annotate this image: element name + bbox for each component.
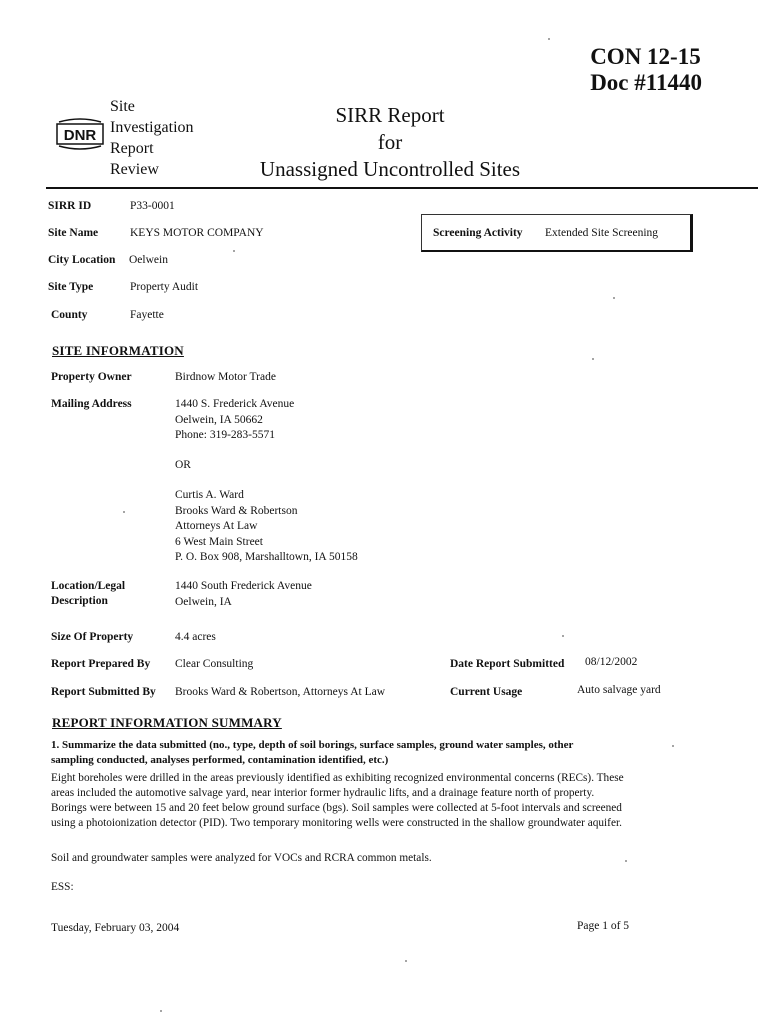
paragraph-line: areas included the automotive salvage yard, near interior former hydraulic lifts, and a drainage feature north of property. — [51, 787, 595, 799]
site-name-label: Site Name — [48, 227, 99, 239]
scan-speck — [672, 745, 674, 747]
site-information-heading: SITE INFORMATION — [52, 343, 184, 358]
address-line: Oelwein, IA 50662 — [175, 413, 263, 426]
location-line: Oelwein, IA — [175, 595, 232, 608]
prepared-by-label: Report Prepared By — [51, 658, 151, 670]
footer-date: Tuesday, February 03, 2004 — [51, 922, 180, 934]
logo-text: DNR — [63, 127, 97, 144]
location-label-line: Description — [51, 595, 108, 607]
address-line: 1440 S. Frederick Avenue — [175, 398, 295, 410]
scan-speck — [123, 511, 125, 513]
report-summary-heading: REPORT INFORMATION SUMMARY — [52, 715, 282, 730]
scan-speck — [548, 38, 550, 40]
paragraph-line: using a photoionization detector (PID). Two temporary monitoring wells were constructed in the shallow groundwater aquifer. — [51, 817, 622, 829]
logo-caption — [110, 96, 194, 180]
property-owner-label: Property Owner — [51, 371, 132, 383]
paragraph-line: Eight boreholes were drilled in the areas previously identified as exhibiting recognized environmental concerns (RECs). These — [51, 772, 624, 784]
site-name-value: KEYS MOTOR COMPANY — [130, 227, 264, 239]
address-line: Brooks Ward & Robertson — [175, 504, 298, 517]
location-label — [51, 579, 125, 609]
prepared-by-value: Clear Consulting — [175, 658, 254, 670]
screening-value: Extended Site Screening — [545, 227, 659, 239]
address-line: Phone: 319-283-5571 — [175, 429, 275, 441]
submitted-by-label: Report Submitted By — [51, 686, 156, 698]
location-line: 1440 South Frederick Avenue — [175, 580, 312, 592]
mailing-address-1 — [175, 397, 294, 444]
summary-paragraph-1 — [51, 771, 624, 831]
document-reference — [590, 44, 702, 96]
date-submitted-label: Date Report Submitted — [450, 658, 565, 670]
size-label: Size Of Property — [51, 631, 134, 643]
address-line: 6 West Main Street — [175, 535, 263, 548]
county-label: County — [51, 309, 88, 321]
city-value: Oelwein — [129, 254, 168, 266]
size-value: 4.4 acres — [175, 631, 216, 643]
scan-speck — [160, 1010, 162, 1012]
scan-speck — [233, 250, 235, 252]
doc-number: Doc #11440 — [590, 70, 702, 95]
county-value: Fayette — [130, 309, 164, 321]
header-divider — [46, 187, 758, 189]
site-type-value: Property Audit — [130, 281, 199, 293]
address-line: P. O. Box 908, Marshalltown, IA 50158 — [175, 551, 358, 563]
or-separator: OR — [175, 459, 191, 471]
location-value — [175, 579, 312, 610]
mailing-address-label: Mailing Address — [51, 398, 132, 410]
question-line: 1. Summarize the data submitted (no., type, depth of soil borings, surface samples, ground water samples, other — [51, 739, 574, 751]
current-usage-label: Current Usage — [450, 686, 523, 698]
scan-speck — [562, 635, 564, 637]
site-type-label: Site Type — [48, 281, 94, 293]
summary-question — [51, 738, 573, 768]
report-title — [240, 102, 540, 183]
scan-speck — [613, 297, 615, 299]
con-number: CON 12-15 — [590, 44, 701, 69]
paragraph-line: Borings were between 15 and 20 feet below ground surface (bgs). Soil samples were collected at 5-foot intervals and screened — [51, 802, 622, 814]
location-label-line: Location/Legal — [51, 580, 126, 592]
logo-caption-line: Review — [110, 161, 159, 178]
logo-caption-line: Site — [110, 98, 135, 115]
screening-activity-box — [421, 214, 693, 252]
scan-speck — [625, 860, 627, 862]
dnr-logo-icon — [55, 118, 105, 148]
title-line-2: for — [377, 130, 403, 154]
date-submitted-value: 08/12/2002 — [585, 656, 638, 668]
property-owner-value: Birdnow Motor Trade — [175, 371, 276, 383]
city-label: City Location — [48, 254, 116, 266]
address-line: Attorneys At Law — [175, 520, 258, 532]
summary-paragraph-2: Soil and groundwater samples were analyzed for VOCs and RCRA common metals. — [51, 852, 432, 864]
screening-label: Screening Activity — [433, 227, 523, 239]
title-line-1: SIRR Report — [335, 103, 445, 127]
scan-speck — [405, 960, 407, 962]
ess-label: ESS: — [51, 881, 74, 893]
scan-speck — [592, 358, 594, 360]
logo-caption-line: Report — [110, 140, 154, 157]
question-line: sampling conducted, analyses performed, contamination identified, etc.) — [51, 754, 389, 766]
title-line-3: Unassigned Uncontrolled Sites — [259, 157, 521, 181]
sirr-id-label: SIRR ID — [48, 200, 92, 212]
page-number: Page 1 of 5 — [577, 920, 630, 932]
logo-caption-line: Investigation — [110, 119, 194, 136]
mailing-address-2 — [175, 488, 358, 566]
submitted-by-value: Brooks Ward & Robertson, Attorneys At Law — [175, 686, 385, 698]
sirr-id-value: P33-0001 — [130, 200, 175, 212]
address-line: Curtis A. Ward — [175, 489, 244, 501]
current-usage-value: Auto salvage yard — [577, 684, 661, 696]
